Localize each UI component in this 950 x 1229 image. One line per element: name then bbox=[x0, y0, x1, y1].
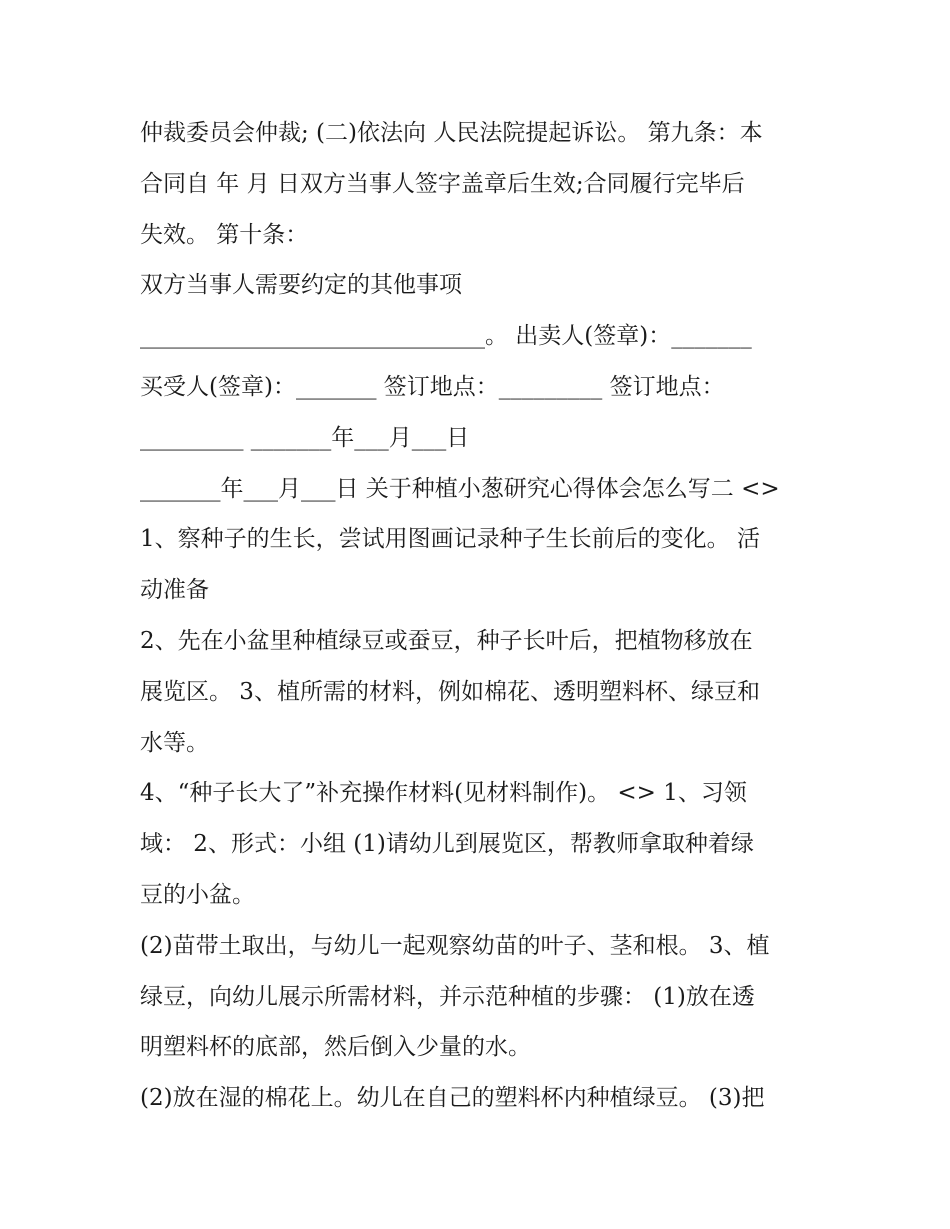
text-line: 动准备 bbox=[140, 577, 209, 604]
text-line: 合同自 年 月 日双方当事人签字盖章后生效;合同履行完毕后 bbox=[140, 170, 745, 197]
text-line: 仲裁委员会仲裁; (二)依法向 人民法院提起诉讼。 第九条：本 bbox=[140, 120, 763, 146]
text-line: 域： 2、形式：小组 (1)请幼儿到展览区，帮教师拿取种着绿 bbox=[140, 831, 754, 858]
text-line: 4、“种子长大了”补充操作材料(见材料制作)。 <> 1、习领 bbox=[140, 780, 747, 807]
text-line: _______年___月___日 关于种植小葱研究心得体会怎么写二 <> bbox=[140, 475, 780, 502]
text-line: 展览区。 3、植所需的材料，例如棉花、透明塑料杯、绿豆和 bbox=[140, 678, 760, 705]
text-line: 豆的小盆。 bbox=[140, 881, 255, 908]
text-line: ______________________________。 出卖人(签章)：_______ bbox=[140, 323, 752, 350]
text-line: 双方当事人需要约定的其他事项 bbox=[140, 272, 462, 299]
text-line: 明塑料杯的底部，然后倒入少量的水。 bbox=[140, 1034, 531, 1061]
text-line: 水等。 bbox=[140, 729, 209, 756]
text-line: 2、先在小盆里种植绿豆或蚕豆，种子长叶后，把植物移放在 bbox=[140, 627, 753, 654]
document-body bbox=[140, 108, 820, 1124]
text-line: 买受人(签章)：_______ 签订地点：_________ 签订地点： bbox=[140, 373, 725, 400]
text-line: 1、察种子的生长，尝试用图画记录种子生长前后的变化。 活 bbox=[140, 526, 760, 553]
text-line: 失效。 第十条： bbox=[140, 221, 309, 248]
text-line: _________ _______年___月___日 bbox=[140, 424, 470, 451]
text-line: (2)放在湿的棉花上。幼儿在自己的塑料杯内种植绿豆。 (3)把 bbox=[140, 1085, 765, 1112]
text-line: (2)苗带土取出，与幼儿一起观察幼苗的叶子、茎和根。 3、植 bbox=[140, 932, 770, 959]
text-line: 绿豆，向幼儿展示所需材料，并示范种植的步骤： (1)放在透 bbox=[140, 983, 755, 1010]
